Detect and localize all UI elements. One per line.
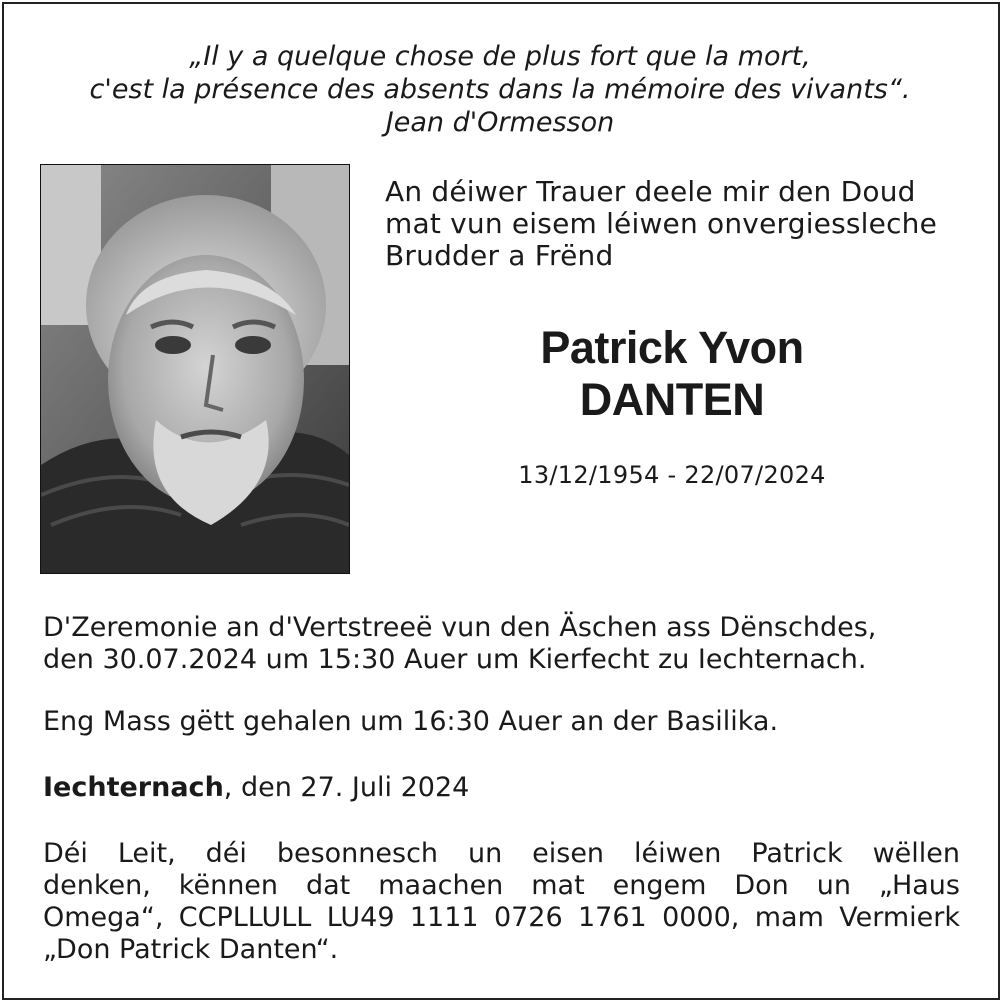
notice-date: , den 27. Juli 2024 [223,772,470,803]
ceremony-paragraph [43,612,960,676]
quote-line-1: „Il y a quelque chose de plus fort que la mort, [189,41,811,72]
portrait-photo [40,164,350,574]
mass-line-1: Eng Mass gëtt gehalen um 16:30 Auer an der Basilika. [43,706,779,737]
ceremony-line-1: D'Zeremonie an d'Vertstreeë vun den Äschen ass Dënschdes, [43,612,877,643]
intro-text [385,176,965,272]
deceased-first-names: Patrick Yvon [540,322,804,373]
intro-line-2: mat vun eisem léiwen onvergiessleche [385,207,938,240]
place-name: Iechternach [43,772,224,803]
life-dates: 13/12/1954 - 22/07/2024 [518,461,826,489]
donation-paragraph [43,838,960,966]
donation-line-1: Déi Leit, déi besonnesch un eisen léiwen Patrick wëllen [43,838,960,869]
deceased-name [372,322,972,426]
deceased-last-name: DANTEN [579,374,765,425]
donation-line-3: Omega“, CCPLLULL LU49 1111 0726 1761 0000, mam Vermierk [43,902,960,933]
mass-paragraph [43,706,960,738]
ceremony-line-2: den 30.07.2024 um 15:30 Auer um Kierfecht zu Iechternach. [43,644,867,675]
quote-line-2: c'est la présence des absents dans la mémoire des vivants“. [89,74,911,105]
intro-line-3: Brudder a Frënd [385,239,614,272]
donation-line-2: denken, kënnen dat maachen mat engem Don un „Haus [43,870,960,901]
intro-line-1: An déiwer Trauer deele mir den Doud [385,175,916,208]
place-date-paragraph [43,772,960,804]
quote-block [0,40,1000,139]
donation-line-4: „Don Patrick Danten“. [43,934,339,965]
quote-author: Jean d'Ormesson [385,107,615,138]
